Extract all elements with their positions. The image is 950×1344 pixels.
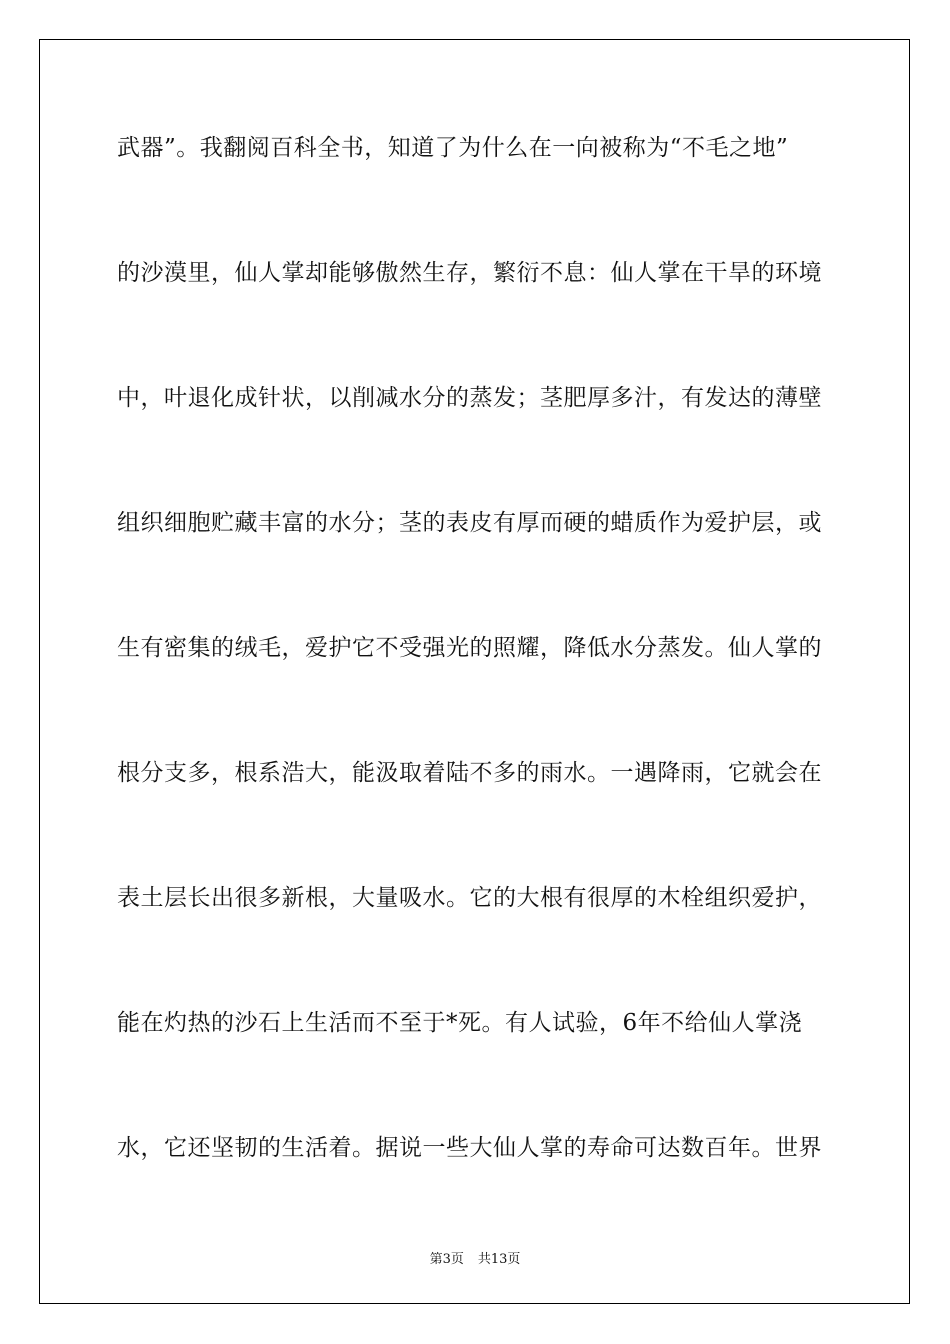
page-footer: [0, 1248, 950, 1267]
body-line-3: 中，叶退化成针状，以削减水分的蒸发；茎肥厚多汁，有发达的薄壁: [117, 385, 822, 411]
body-line-4: 组织细胞贮藏丰富的水分；茎的表皮有厚而硬的蜡质作为爱护层，或: [117, 510, 822, 536]
body-line-5: 生有密集的绒毛，爱护它不受强光的照耀，降低水分蒸发。仙人掌的: [117, 635, 822, 661]
page-border: [39, 39, 910, 1304]
body-line-9: 水，它还坚韧的生活着。据说一些大仙人掌的寿命可达数百年。世界: [117, 1135, 822, 1161]
body-line-1: 武器”。我翻阅百科全书，知道了为什么在一向被称为“不毛之地”: [117, 135, 789, 161]
body-line-8: 能在灼热的沙石上生活而不至于*死。有人试验，6年不给仙人掌浇: [117, 1010, 803, 1036]
page-number: 第3页: [429, 1252, 464, 1267]
body-line-6: 根分支多，根系浩大，能汲取着陆不多的雨水。一遇降雨，它就会在: [117, 760, 822, 786]
body-line-2: 的沙漠里，仙人掌却能够傲然生存，繁衍不息：仙人掌在干旱的环境: [117, 260, 822, 286]
page-total: 共13页: [477, 1252, 521, 1267]
body-line-7: 表土层长出很多新根，大量吸水。它的大根有很厚的木栓组织爱护，: [117, 885, 822, 911]
